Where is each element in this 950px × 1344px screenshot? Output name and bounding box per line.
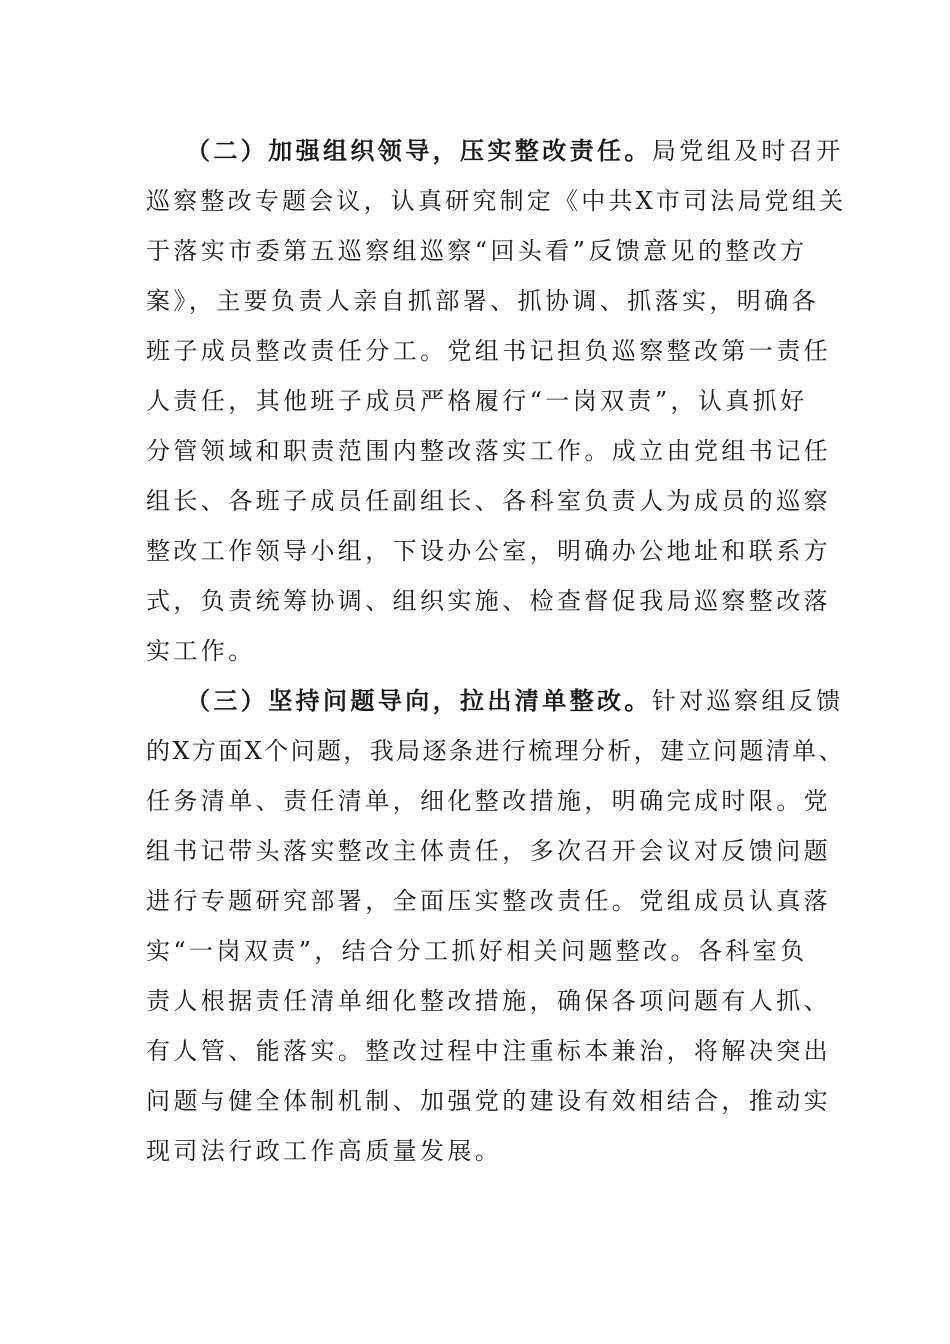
body-line: 进行专题研究部署，全面压实整改责任。党组成员认真落 [146, 887, 831, 915]
body-line: 实工作。 [146, 637, 256, 665]
body-line: 任务清单、责任清单，细化整改措施，明确完成时限。党 [146, 787, 831, 815]
paragraph-first-line [146, 126, 844, 176]
body-line: 现司法行政工作高质量发展。 [146, 1137, 503, 1165]
body-line: 于落实市委第五巡察组巡察“回头看”反馈意见的整改方 [146, 237, 808, 265]
body-text: 局党组及时召开 [651, 137, 844, 165]
body-line: 实“一岗双责”，结合分工抓好相关问题整改。各科室负 [146, 937, 808, 965]
paragraph-organization-leadership [146, 126, 847, 676]
body-line: 式，负责统筹协调、组织实施、检查督促我局巡察整改落 [146, 587, 831, 615]
section-heading: （三）坚持问题导向，拉出清单整改。 [186, 686, 652, 715]
body-line: 整改工作领导小组，下设办公室，明确办公地址和联系方 [146, 537, 831, 565]
body-line: 责人根据责任清单细化整改措施，确保各项问题有人抓、 [146, 987, 831, 1015]
paragraph-problem-orientation [146, 676, 845, 1176]
body-text: 针对巡察组反馈 [651, 687, 844, 715]
body-line: 人责任，其他班子成员严格履行“一岗双责”，认真抓好 [146, 387, 808, 415]
body-line: 的X方面X个问题，我局逐条进行梳理分析，建立问题清单、 [146, 737, 845, 765]
body-line: 问题与健全体制机制、加强党的建设有效相结合，推动实 [146, 1087, 831, 1115]
body-line: 分管领域和职责范围内整改落实工作。成立由党组书记任 [146, 437, 831, 465]
body-line: 有人管、能落实。整改过程中注重标本兼治，将解决突出 [146, 1037, 831, 1065]
body-line: 组长、各班子成员任副组长、各科室负责人为成员的巡察 [146, 487, 831, 515]
body-line: 组书记带头落实整改主体责任，多次召开会议对反馈问题 [146, 837, 831, 865]
body-line: 班子成员整改责任分工。党组书记担负巡察整改第一责任 [146, 337, 831, 365]
section-heading: （二）加强组织领导，压实整改责任。 [186, 136, 652, 165]
body-line: 巡察整改专题会议，认真研究制定《中共X市司法局党组关 [146, 187, 847, 215]
body-line: 案》，主要负责人亲自抓部署、抓协调、抓落实，明确各 [146, 287, 819, 315]
paragraph-first-line [146, 676, 844, 726]
